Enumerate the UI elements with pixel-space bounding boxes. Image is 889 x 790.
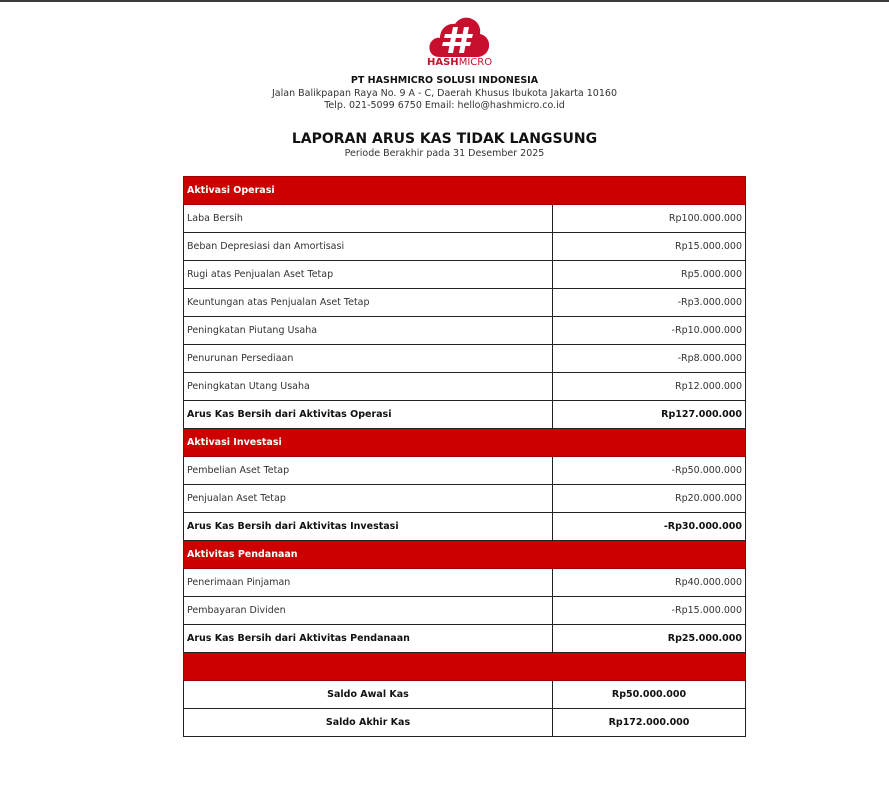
total-row-investasi	[184, 513, 746, 541]
row-label: Laba Bersih	[184, 205, 553, 233]
table-row	[184, 457, 746, 485]
row-value: -Rp10.000.000	[553, 317, 746, 345]
table-row	[184, 205, 746, 233]
balance-label: Saldo Akhir Kas	[184, 709, 553, 737]
row-label: Peningkatan Piutang Usaha	[184, 317, 553, 345]
balance-value: Rp172.000.000	[553, 709, 746, 737]
hashtag-cloud-icon	[428, 15, 490, 59]
row-label: Penurunan Persediaan	[184, 345, 553, 373]
section-divider	[184, 653, 746, 681]
table-row	[184, 569, 746, 597]
section-header-pendanaan	[184, 541, 746, 569]
row-value: -Rp8.000.000	[553, 345, 746, 373]
total-value: -Rp30.000.000	[553, 513, 746, 541]
section-header-operasi	[184, 177, 746, 205]
total-value: Rp25.000.000	[553, 625, 746, 653]
table-row	[184, 317, 746, 345]
row-value: Rp12.000.000	[553, 373, 746, 401]
brand-light: MICRO	[458, 57, 493, 68]
company-name: PT HASHMICRO SOLUSI INDONESIA	[350, 75, 539, 86]
balance-row-closing	[184, 709, 746, 737]
company-contact: Telp. 021-5099 6750 Email: hello@hashmicro.co.id	[324, 100, 565, 111]
row-value: -Rp3.000.000	[553, 289, 746, 317]
top-border	[0, 0, 889, 2]
row-value: Rp20.000.000	[553, 485, 746, 513]
row-label: Penerimaan Pinjaman	[184, 569, 553, 597]
balance-value: Rp50.000.000	[553, 681, 746, 709]
cash-flow-table	[183, 176, 746, 737]
table-row	[184, 345, 746, 373]
brand-wordmark	[427, 58, 491, 68]
table-row	[184, 373, 746, 401]
row-value: -Rp50.000.000	[553, 457, 746, 485]
row-value: Rp15.000.000	[553, 233, 746, 261]
total-label: Arus Kas Bersih dari Aktivitas Pendanaan	[184, 625, 553, 653]
divider-band	[184, 653, 746, 681]
total-label: Arus Kas Bersih dari Aktivitas Operasi	[184, 401, 553, 429]
total-label: Arus Kas Bersih dari Aktivitas Investasi	[184, 513, 553, 541]
row-label: Peningkatan Utang Usaha	[184, 373, 553, 401]
row-label: Beban Depresiasi dan Amortisasi	[184, 233, 553, 261]
section-title: Aktivasi Investasi	[184, 429, 746, 457]
table-row	[184, 233, 746, 261]
table-row	[184, 485, 746, 513]
row-label: Penjualan Aset Tetap	[184, 485, 553, 513]
row-label: Rugi atas Penjualan Aset Tetap	[184, 261, 553, 289]
section-header-investasi	[184, 429, 746, 457]
balance-row-opening	[184, 681, 746, 709]
total-row-pendanaan	[184, 625, 746, 653]
row-label: Pembelian Aset Tetap	[184, 457, 553, 485]
row-value: -Rp15.000.000	[553, 597, 746, 625]
brand-bold: HASH	[427, 57, 459, 68]
table-row	[184, 289, 746, 317]
row-value: Rp5.000.000	[553, 261, 746, 289]
table-row	[184, 261, 746, 289]
company-logo	[427, 15, 491, 73]
section-title: Aktivitas Pendanaan	[184, 541, 746, 569]
company-address: Jalan Balikpapan Raya No. 9 A - C, Daerah Khusus Ibukota Jakarta 10160	[272, 88, 617, 99]
row-value: Rp40.000.000	[553, 569, 746, 597]
row-value: Rp100.000.000	[553, 205, 746, 233]
section-title: Aktivasi Operasi	[184, 177, 746, 205]
table-row	[184, 597, 746, 625]
report-title: LAPORAN ARUS KAS TIDAK LANGSUNG	[291, 131, 598, 147]
balance-label: Saldo Awal Kas	[184, 681, 553, 709]
row-label: Keuntungan atas Penjualan Aset Tetap	[184, 289, 553, 317]
total-value: Rp127.000.000	[553, 401, 746, 429]
total-row-operasi	[184, 401, 746, 429]
row-label: Pembayaran Dividen	[184, 597, 553, 625]
report-period: Periode Berakhir pada 31 Desember 2025	[344, 148, 545, 159]
